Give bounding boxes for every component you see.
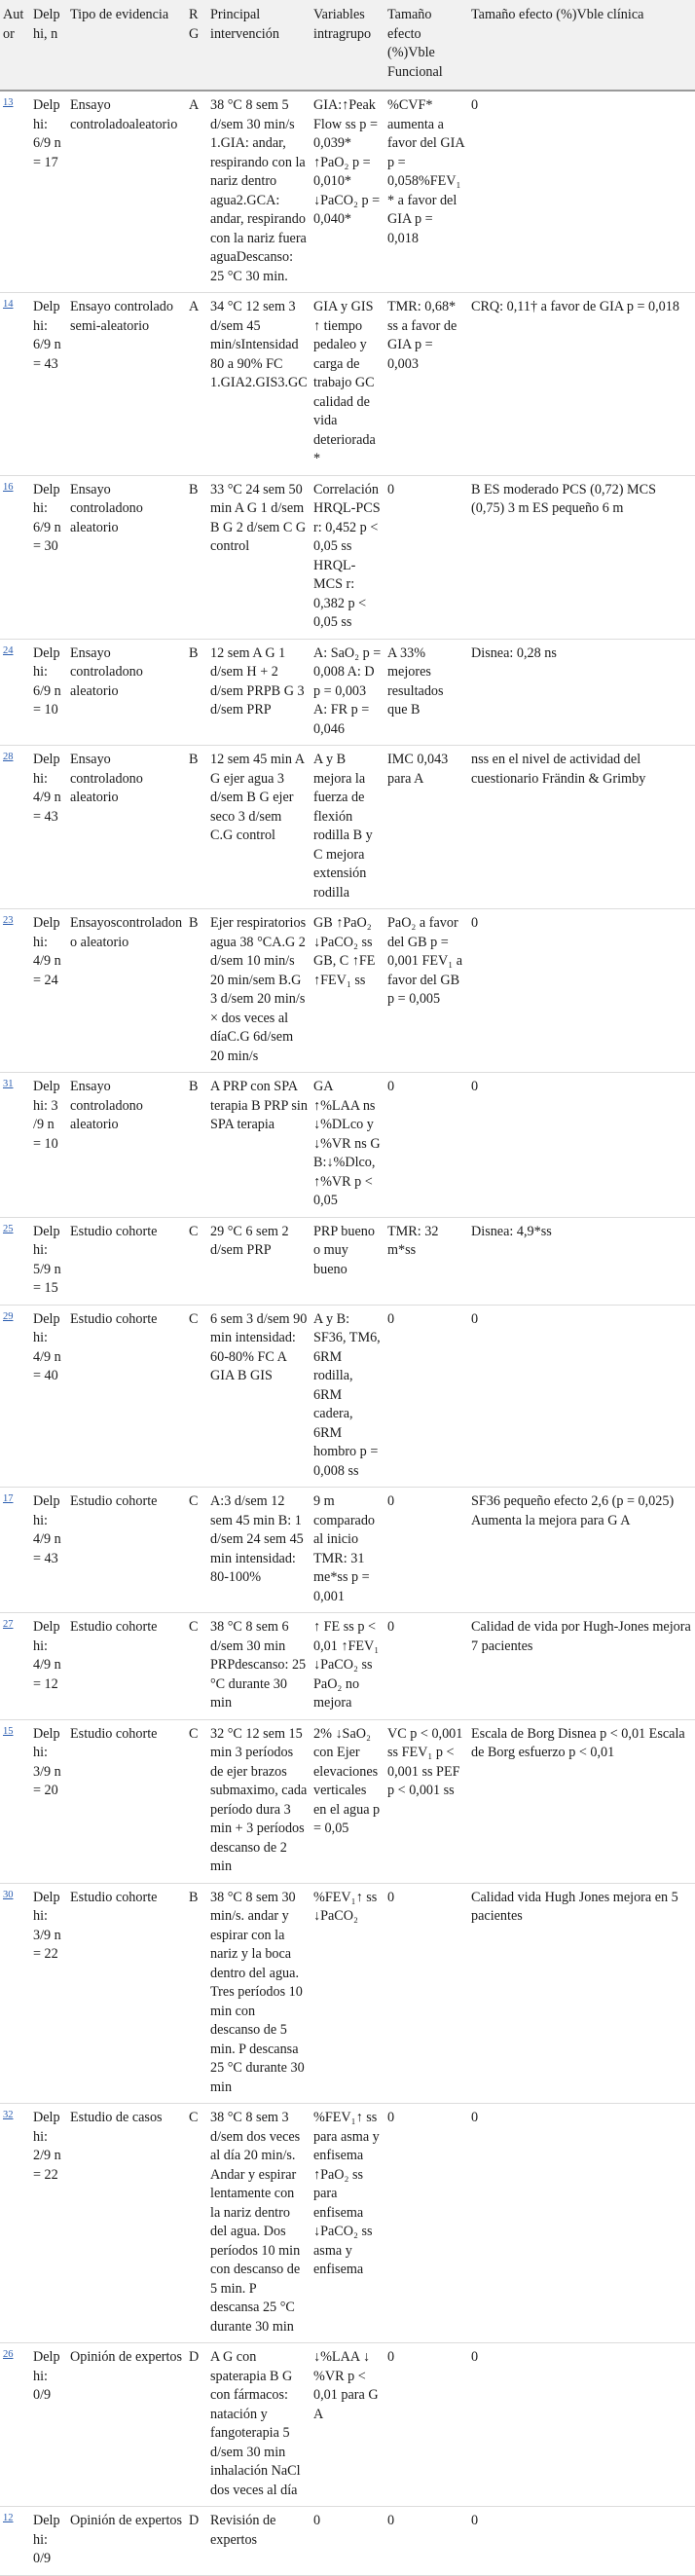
header-cell: Tipo de evidencia <box>67 0 186 91</box>
rg-cell: B <box>186 639 207 746</box>
header-cell: Autor <box>0 0 30 91</box>
table-row <box>0 746 695 909</box>
tipo-cell: Ensayoscontroladono aleatorio <box>67 909 186 1073</box>
table-row <box>0 2507 695 2576</box>
variables-cell: A y B mejora la fuerza de flexión rodilla B y C mejora extensión rodilla <box>311 746 384 909</box>
variables-cell: ↓%LAA ↓ %VR p < 0,01 para G A <box>311 2343 384 2507</box>
rg-cell: D <box>186 2343 207 2507</box>
header-row <box>0 0 695 91</box>
delphi-cell: Delphi: 6/9 n = 17 <box>30 91 67 293</box>
clinica-cell: 0 <box>468 91 695 293</box>
tipo-cell: Estudio cohorte <box>67 1305 186 1488</box>
table-row <box>0 1883 695 2104</box>
clinica-cell: nss en el nivel de actividad del cuestionario Frändin & Grimby <box>468 746 695 909</box>
tipo-cell: Ensayo controladono aleatorio <box>67 1073 186 1218</box>
intervencion-cell: 12 sem 45 min A G ejer agua 3 d/sem B G ejer seco 3 d/sem C.G control <box>207 746 311 909</box>
tipo-cell: Ensayo controlado semi-aleatorio <box>67 293 186 476</box>
tipo-cell: Estudio de casos <box>67 2104 186 2343</box>
intervencion-cell: 29 °C 6 sem 2 d/sem PRP <box>207 1217 311 1305</box>
header-cell: Principal intervención <box>207 0 311 91</box>
variables-cell: %FEV₁↑ ss ↓PaCO₂ <box>311 1883 384 2104</box>
clinica-cell: 0 <box>468 909 695 1073</box>
funcional-cell: TMR: 32 m*ss <box>384 1217 468 1305</box>
author-cell <box>0 475 30 639</box>
funcional-cell: 0 <box>384 1883 468 2104</box>
clinica-cell: 0 <box>468 2507 695 2576</box>
author-cell <box>0 1305 30 1488</box>
clinica-cell: CRQ: 0,11† a favor de GIA p = 0,018 <box>468 293 695 476</box>
table-row <box>0 1073 695 1218</box>
author-cell <box>0 293 30 476</box>
delphi-cell: Delphi: 0/9 <box>30 2507 67 2576</box>
rg-cell: B <box>186 1883 207 2104</box>
tipo-cell: Ensayo controladoaleatorio <box>67 91 186 293</box>
header-cell: RG <box>186 0 207 91</box>
rg-cell: C <box>186 2104 207 2343</box>
variables-cell: PRP bueno o muy bueno <box>311 1217 384 1305</box>
reference-link[interactable]: 28 <box>3 752 14 762</box>
intervencion-cell: A PRP con SPA terapia B PRP sin SPA terapia <box>207 1073 311 1218</box>
clinica-cell: 0 <box>468 1073 695 1218</box>
reference-link[interactable]: 27 <box>3 1619 14 1630</box>
clinica-cell: 0 <box>468 2104 695 2343</box>
funcional-cell: 0 <box>384 2343 468 2507</box>
rg-cell: C <box>186 1217 207 1305</box>
rg-cell: C <box>186 1719 207 1883</box>
variables-cell: Correlación HRQL-PCS r: 0,452 p < 0,05 ss HRQL-MCS r: 0,382 p < 0,05 ss <box>311 475 384 639</box>
delphi-cell: Delphi: 6/9 n = 30 <box>30 475 67 639</box>
table-row <box>0 1719 695 1883</box>
author-cell <box>0 1073 30 1218</box>
variables-cell: 0 <box>311 2507 384 2576</box>
table-row <box>0 293 695 476</box>
rg-cell: B <box>186 475 207 639</box>
intervencion-cell: 38 °C 8 sem 30 min/s. andar y espirar con la nariz y la boca dentro del agua. Tres períodos 10 min con descanso de 5 min. P descansa 25 °C durante 30 min <box>207 1883 311 2104</box>
rg-cell: B <box>186 746 207 909</box>
funcional-cell: IMC 0,043 para A <box>384 746 468 909</box>
author-cell <box>0 1613 30 1720</box>
table-row <box>0 1613 695 1720</box>
delphi-cell: Delphi: 3/9 n = 20 <box>30 1719 67 1883</box>
delphi-cell: Delphi: 4/9 n = 43 <box>30 746 67 909</box>
header-cell: Variables intragrupo <box>311 0 384 91</box>
rg-cell: B <box>186 1073 207 1218</box>
tipo-cell: Opinión de expertos <box>67 2507 186 2576</box>
clinica-cell: Calidad vida Hugh Jones mejora en 5 pacientes <box>468 1883 695 2104</box>
intervencion-cell: 34 °C 12 sem 3 d/sem 45 min/sIntensidad 80 a 90% FC 1.GIA2.GIS3.GC <box>207 293 311 476</box>
clinica-cell: 0 <box>468 2343 695 2507</box>
variables-cell: GIA:↑Peak Flow ss p = 0,039* ↑PaO₂ p = 0,010* ↓PaCO₂ p = 0,040* <box>311 91 384 293</box>
reference-link[interactable]: 17 <box>3 1493 14 1504</box>
funcional-cell: 0 <box>384 1613 468 1720</box>
funcional-cell: 0 <box>384 475 468 639</box>
table-row <box>0 475 695 639</box>
author-cell <box>0 909 30 1073</box>
funcional-cell: %CVF* aumenta a favor del GIA p = 0,058%FEV₁* a favor del GIA p = 0,018 <box>384 91 468 293</box>
author-cell <box>0 91 30 293</box>
reference-link[interactable]: 25 <box>3 1223 14 1234</box>
intervencion-cell: 38 °C 8 sem 6 d/sem 30 min PRPdescanso: 25 °C durante 30 min <box>207 1613 311 1720</box>
intervencion-cell: 32 °C 12 sem 15 min 3 períodos de ejer brazos submaximo, cada período dura 3 min + 3 períodos descanso de 2 min <box>207 1719 311 1883</box>
tipo-cell: Opinión de expertos <box>67 2343 186 2507</box>
delphi-cell: Delphi: 4/9 n = 24 <box>30 909 67 1073</box>
reference-link[interactable]: 26 <box>3 2349 14 2360</box>
variables-cell: 9 m comparado al inicio TMR: 31 me*ss p = 0,001 <box>311 1488 384 1613</box>
funcional-cell: 0 <box>384 1073 468 1218</box>
author-cell <box>0 2343 30 2507</box>
rg-cell: C <box>186 1613 207 1720</box>
reference-link[interactable]: 23 <box>3 915 14 926</box>
intervencion-cell: Ejer respiratorios agua 38 °CA.G 2 d/sem 10 min/s 20 min/sem B.G 3 d/sem 20 min/s × dos veces al díaC.G 6d/sem 20 min/s <box>207 909 311 1073</box>
intervencion-cell: A G con spaterapia B G con fármacos: natación y fangoterapia 5 d/sem 30 min inhalación NaCl dos veces al día <box>207 2343 311 2507</box>
reference-link[interactable]: 15 <box>3 1725 14 1737</box>
rg-cell: C <box>186 1488 207 1613</box>
intervencion-cell: 38 °C 8 sem 5 d/sem 30 min/s 1.GIA: andar, respirando con la nariz dentro agua2.GCA: andar, respirando con la nariz fuera aguaDescanso: 25 °C 30 min. <box>207 91 311 293</box>
funcional-cell: 0 <box>384 2104 468 2343</box>
table-row <box>0 909 695 1073</box>
author-cell <box>0 1719 30 1883</box>
table-row <box>0 1217 695 1305</box>
tipo-cell: Estudio cohorte <box>67 1883 186 2104</box>
header-cell: Delphi, n <box>30 0 67 91</box>
author-cell <box>0 1883 30 2104</box>
table-body <box>0 91 695 2575</box>
table-row <box>0 1305 695 1488</box>
clinica-cell: SF36 pequeño efecto 2,6 (p = 0,025) Aumenta la mejora para G A <box>468 1488 695 1613</box>
rg-cell: D <box>186 2507 207 2576</box>
rg-cell: A <box>186 293 207 476</box>
funcional-cell: 0 <box>384 1488 468 1613</box>
variables-cell: ↑ FE ss p < 0,01 ↑FEV₁ ↓PaCO₂ ss PaO₂ no mejora <box>311 1613 384 1720</box>
delphi-cell: Delphi: 4/9 n = 43 <box>30 1488 67 1613</box>
delphi-cell: Delphi: 6/9 n = 43 <box>30 293 67 476</box>
header-cell: Tamaño efecto (%)Vble Funcional <box>384 0 468 91</box>
variables-cell: GIA y GIS ↑ tiempo pedaleo y carga de trabajo GC calidad de vida deteriorada* <box>311 293 384 476</box>
variables-cell: %FEV₁↑ ss para asma y enfisema ↑PaO₂ ss para enfisema ↓PaCO₂ ss asma y enfisema <box>311 2104 384 2343</box>
intervencion-cell: Revisión de expertos <box>207 2507 311 2576</box>
rg-cell: B <box>186 909 207 1073</box>
delphi-cell: Delphi: 2/9 n = 22 <box>30 2104 67 2343</box>
intervencion-cell: 6 sem 3 d/sem 90 min intensidad: 60-80% FC A GIA B GIS <box>207 1305 311 1488</box>
rg-cell: C <box>186 1305 207 1488</box>
tipo-cell: Ensayo controladono aleatorio <box>67 746 186 909</box>
table-row <box>0 2343 695 2507</box>
delphi-cell: Delphi: 4/9 n = 12 <box>30 1613 67 1720</box>
author-cell <box>0 639 30 746</box>
delphi-cell: Delphi: 5/9 n = 15 <box>30 1217 67 1305</box>
variables-cell: A y B: SF36, TM6, 6RM rodilla, 6RM cadera, 6RM hombro p = 0,008 ss <box>311 1305 384 1488</box>
funcional-cell: TMR: 0,68* ss a favor de GIA p = 0,003 <box>384 293 468 476</box>
delphi-cell: Delphi: 0/9 <box>30 2343 67 2507</box>
clinica-cell: Escala de Borg Disnea p < 0,01 Escala de Borg esfuerzo p < 0,01 <box>468 1719 695 1883</box>
table-row <box>0 91 695 293</box>
funcional-cell: PaO₂ a favor del GB p = 0,001 FEV₁ a favor del GB p = 0,005 <box>384 909 468 1073</box>
header-cell: Tamaño efecto (%)Vble clínica <box>468 0 695 91</box>
rg-cell: A <box>186 91 207 293</box>
delphi-cell: Delphi: 4/9 n = 40 <box>30 1305 67 1488</box>
author-cell <box>0 1217 30 1305</box>
table-row <box>0 639 695 746</box>
intervencion-cell: A:3 d/sem 12 sem 45 min B: 1 d/sem 24 sem 45 min intensidad: 80-100% <box>207 1488 311 1613</box>
clinica-cell: B ES moderado PCS (0,72) MCS (0,75) 3 m ES pequeño 6 m <box>468 475 695 639</box>
intervencion-cell: 38 °C 8 sem 3 d/sem dos veces al día 20 min/s. Andar y espirar lentamente con la nariz dentro del agua. Dos períodos 10 min con descanso de 5 min. P descansa 25 °C durante 30 min <box>207 2104 311 2343</box>
intervencion-cell: 33 °C 24 sem 50 min A G 1 d/sem B G 2 d/sem C G control <box>207 475 311 639</box>
tipo-cell: Estudio cohorte <box>67 1719 186 1883</box>
author-cell <box>0 2104 30 2343</box>
tipo-cell: Estudio cohorte <box>67 1488 186 1613</box>
delphi-cell: Delphi: 6/9 n = 10 <box>30 639 67 746</box>
reference-link[interactable]: 12 <box>3 2513 14 2523</box>
reference-link[interactable]: 14 <box>3 299 14 310</box>
clinica-cell: Calidad de vida por Hugh-Jones mejora 7 pacientes <box>468 1613 695 1720</box>
tipo-cell: Estudio cohorte <box>67 1217 186 1305</box>
variables-cell: GA ↑%LAA ns ↓%DLco y ↓%VR ns G B:↓%Dlco, ↑%VR p < 0,05 <box>311 1073 384 1218</box>
funcional-cell: 0 <box>384 2507 468 2576</box>
variables-cell: GB ↑PaO₂ ↓PaCO₂ ss GB, C ↑FE ↑FEV₁ ss <box>311 909 384 1073</box>
reference-link[interactable]: 31 <box>3 1079 14 1089</box>
delphi-cell: Delphi: 3/9 n = 22 <box>30 1883 67 2104</box>
clinica-cell: 0 <box>468 1305 695 1488</box>
funcional-cell: 0 <box>384 1305 468 1488</box>
author-cell <box>0 746 30 909</box>
reference-link[interactable]: 13 <box>3 97 14 108</box>
tipo-cell: Ensayo controladono aleatorio <box>67 639 186 746</box>
clinica-cell: Disnea: 4,9*ss <box>468 1217 695 1305</box>
funcional-cell: VC p < 0,001 ss FEV₁ p < 0,001 ss PEF p < 0,001 ss <box>384 1719 468 1883</box>
reference-link[interactable]: 29 <box>3 1310 14 1322</box>
intervencion-cell: 12 sem A G 1 d/sem H + 2 d/sem PRPB G 3 d/sem PRP <box>207 639 311 746</box>
delphi-cell: Delphi: 3 /9 n = 10 <box>30 1073 67 1218</box>
reference-link[interactable]: 32 <box>3 2110 14 2120</box>
variables-cell: A: SaO₂ p = 0,008 A: D p = 0,003 A: FR p = 0,046 <box>311 639 384 746</box>
funcional-cell: A 33% mejores resultados que B <box>384 639 468 746</box>
reference-link[interactable]: 16 <box>3 481 14 493</box>
table-row <box>0 2104 695 2343</box>
author-cell <box>0 2507 30 2576</box>
table-row <box>0 1488 695 1613</box>
clinica-cell: Disnea: 0,28 ns <box>468 639 695 746</box>
tipo-cell: Ensayo controladono aleatorio <box>67 475 186 639</box>
reference-link[interactable]: 24 <box>3 644 14 656</box>
author-cell <box>0 1488 30 1613</box>
tipo-cell: Estudio cohorte <box>67 1613 186 1720</box>
reference-link[interactable]: 30 <box>3 1889 14 1900</box>
variables-cell: 2% ↓SaO₂ con Ejer elevaciones verticales en el agua p = 0,05 <box>311 1719 384 1883</box>
